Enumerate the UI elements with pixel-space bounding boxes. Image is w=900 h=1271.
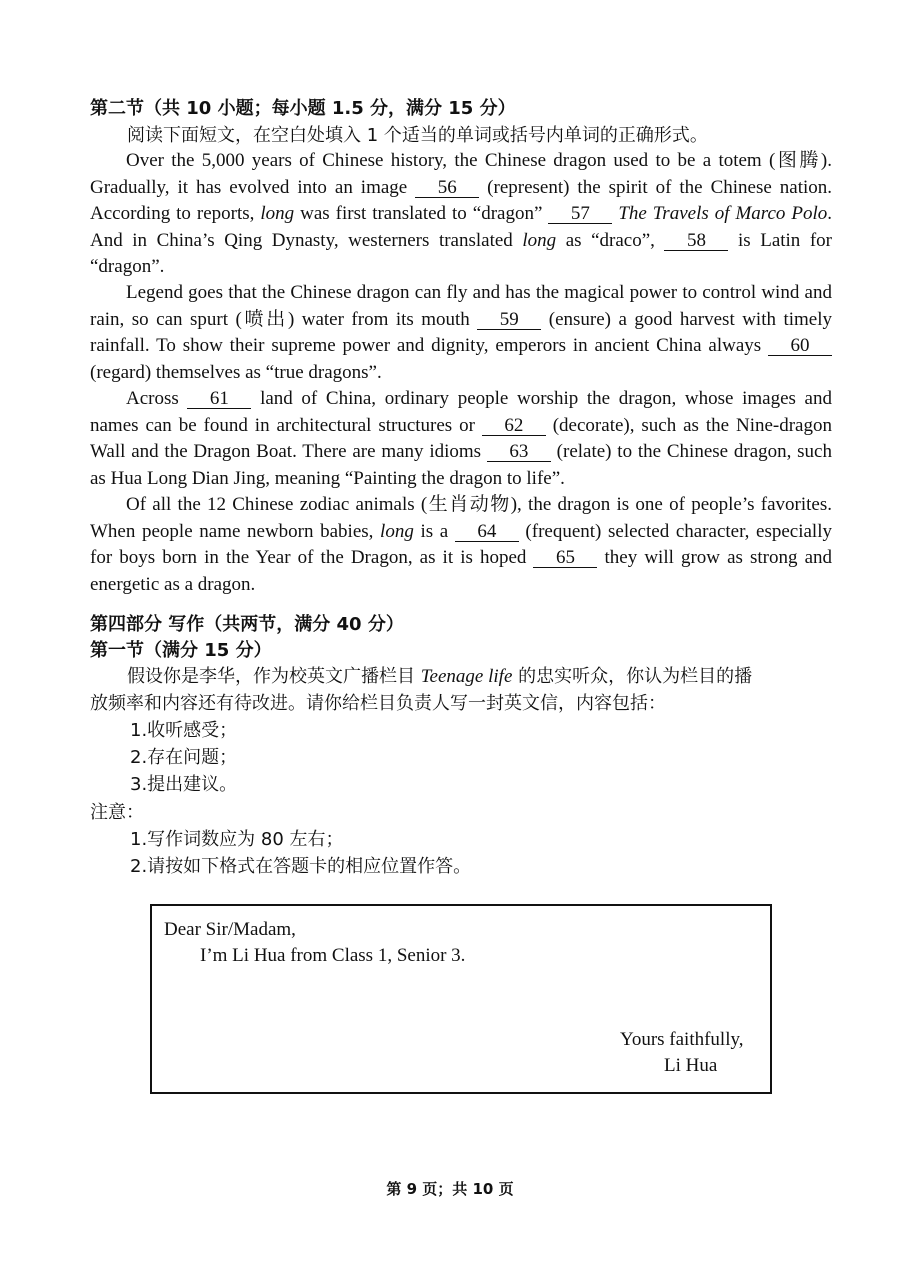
passage-paragraph-3: Across 61 land of China, ordinary people worship the dragon, whose images and names can be found in architectural structures or 62 (decorate), such as the Nine-dragon Wall and the Dragon Boat. There are many idioms 63 (relate) to the Chinese dragon, such as Hua Long Dian Jing, meaning “Painting the dragon to life”. xyxy=(90,388,832,489)
blank-64: 64 xyxy=(455,523,519,542)
writing-point-1: 1.收听感受； xyxy=(130,720,238,741)
writing-prompt-line-1: 假设你是李华，作为校英文广播栏目 Teenage life 的忠实听众，你认为栏目的播 xyxy=(127,666,753,687)
blank-65: 65 xyxy=(533,549,597,568)
blank-60: 60 xyxy=(768,337,832,356)
passage-paragraph-4: Of all the 12 Chinese zodiac animals (生肖动物), the dragon is one of people’s favorites. When people name newborn babies, long is a 64 (frequent) selected character, especially for boys born in the Year of the Dragon, as it is hoped 65 they will grow as strong and energetic as a dragon. xyxy=(90,494,832,595)
part4-sub-heading: 第一节（满分 15 分） xyxy=(90,640,272,661)
blank-61: 61 xyxy=(187,390,251,409)
book-title: The Travels of Marco Polo xyxy=(612,203,828,224)
section2-heading: 第二节（共 10 小题；每小题 1.5 分，满分 15 分） xyxy=(90,98,516,119)
blank-59: 59 xyxy=(477,311,541,330)
notes-label: 注意： xyxy=(90,802,144,823)
writing-prompt-line-2: 放频率和内容还有待改进。请你给栏目负责人写一封英文信，内容包括： xyxy=(90,693,666,714)
blank-56: 56 xyxy=(415,179,479,198)
blank-63: 63 xyxy=(487,443,551,462)
note-2: 2.请按如下格式在答题卡的相应位置作答。 xyxy=(130,856,472,877)
section2-instruction: 阅读下面短文，在空白处填入 1 个适当的单词或括号内单词的正确形式。 xyxy=(127,125,708,146)
page-number: 第 9 页；共 10 页 xyxy=(386,1180,514,1198)
passage-paragraph-2: Legend goes that the Chinese dragon can fly and has the magical power to control wind and rain, so can spurt (喷出) water from its mouth 59 (ensure) a good harvest with timely rainfall. To show their supreme power and dignity, emperors in ancient China always 60 (regard) themselves as “true dragons”. xyxy=(90,282,832,383)
program-name: Teenage life xyxy=(420,666,513,687)
note-1: 1.写作词数应为 80 左右； xyxy=(130,829,344,850)
blank-57: 57 xyxy=(548,205,612,224)
writing-point-3: 3.提出建议。 xyxy=(130,774,238,795)
letter-template-box xyxy=(150,904,772,1094)
letter-signature: Li Hua xyxy=(664,1055,718,1076)
letter-salutation: Dear Sir/Madam, xyxy=(164,919,296,940)
blank-62: 62 xyxy=(482,417,546,436)
writing-point-2: 2.存在问题； xyxy=(130,747,238,768)
blank-58: 58 xyxy=(664,232,728,251)
passage-paragraph-1: Over the 5,000 years of Chinese history, the Chinese dragon used to be a totem (图腾). Gradually, it has evolved into an image 56 (represent) the spirit of the Chinese nation. According to reports, long was first translated to “dragon” 57 The Travels of Marco Polo. And in China’s Qing Dynasty, westerners translated long as “draco”, 58 is Latin for “dragon”. xyxy=(90,150,833,277)
letter-intro: I’m Li Hua from Class 1, Senior 3. xyxy=(200,945,466,966)
part4-heading: 第四部分 写作（共两节，满分 40 分） xyxy=(90,614,404,635)
letter-closing: Yours faithfully, xyxy=(620,1029,744,1050)
